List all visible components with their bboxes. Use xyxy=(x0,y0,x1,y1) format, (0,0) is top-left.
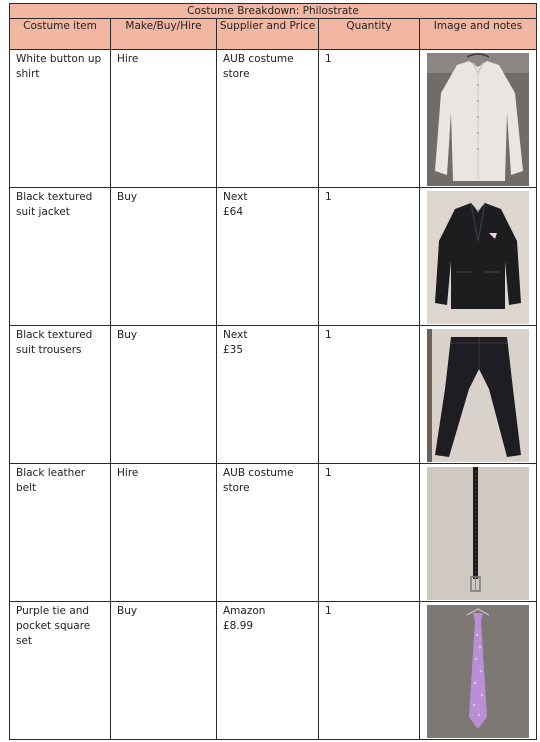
header-supplier-price: Supplier and Price xyxy=(217,19,319,50)
table-title: Costume Breakdown: Philostrate xyxy=(10,4,537,19)
costume-item-cell: White button up shirt xyxy=(16,53,102,80)
supplier-cell xyxy=(217,188,318,222)
supplier-name: Next xyxy=(223,191,248,203)
costume-item-cell: Black textured suit trousers xyxy=(16,329,93,356)
table-row xyxy=(10,602,537,740)
white-shirt-photo xyxy=(427,53,529,186)
quantity-cell: 1 xyxy=(325,605,332,617)
costume-item-cell: Black leather belt xyxy=(16,467,86,494)
costume-breakdown-table xyxy=(9,3,537,740)
purple-tie-photo xyxy=(427,605,529,738)
supplier-cell xyxy=(217,602,318,636)
supplier-name: Amazon xyxy=(223,605,266,617)
table-row xyxy=(10,50,537,188)
table-title-row xyxy=(10,4,537,19)
supplier-name: Next xyxy=(223,329,248,341)
suit-jacket-photo xyxy=(427,191,529,324)
header-make-buy-hire: Make/Buy/Hire xyxy=(111,19,217,50)
costume-item-cell: Purple tie and pocket square set xyxy=(16,605,91,647)
method-cell: Buy xyxy=(117,329,138,341)
method-cell: Buy xyxy=(117,191,138,203)
supplier-cell xyxy=(217,326,318,360)
method-cell: Hire xyxy=(117,467,139,479)
header-quantity: Quantity xyxy=(319,19,420,50)
quantity-cell: 1 xyxy=(325,53,332,65)
supplier-price: £64 xyxy=(223,206,244,218)
method-cell: Buy xyxy=(117,605,138,617)
quantity-cell: 1 xyxy=(325,467,332,479)
header-costume-item: Costume item xyxy=(10,19,111,50)
quantity-cell: 1 xyxy=(325,191,332,203)
quantity-cell: 1 xyxy=(325,329,332,341)
supplier-cell xyxy=(217,464,318,498)
column-header-row xyxy=(10,19,537,50)
supplier-price: £8.99 xyxy=(223,620,254,632)
costume-item-cell: Black textured suit jacket xyxy=(16,191,93,218)
supplier-name: AUB costume store xyxy=(223,467,294,494)
table-row xyxy=(10,464,537,602)
leather-belt-photo xyxy=(427,467,529,600)
method-cell: Hire xyxy=(117,53,139,65)
supplier-price: £35 xyxy=(223,344,244,356)
supplier-name: AUB costume store xyxy=(223,53,294,80)
supplier-cell xyxy=(217,50,318,84)
table-row xyxy=(10,326,537,464)
suit-trousers-photo xyxy=(427,329,529,462)
costume-breakdown-sheet xyxy=(9,3,536,740)
header-image-notes: Image and notes xyxy=(420,19,537,50)
table-row xyxy=(10,188,537,326)
